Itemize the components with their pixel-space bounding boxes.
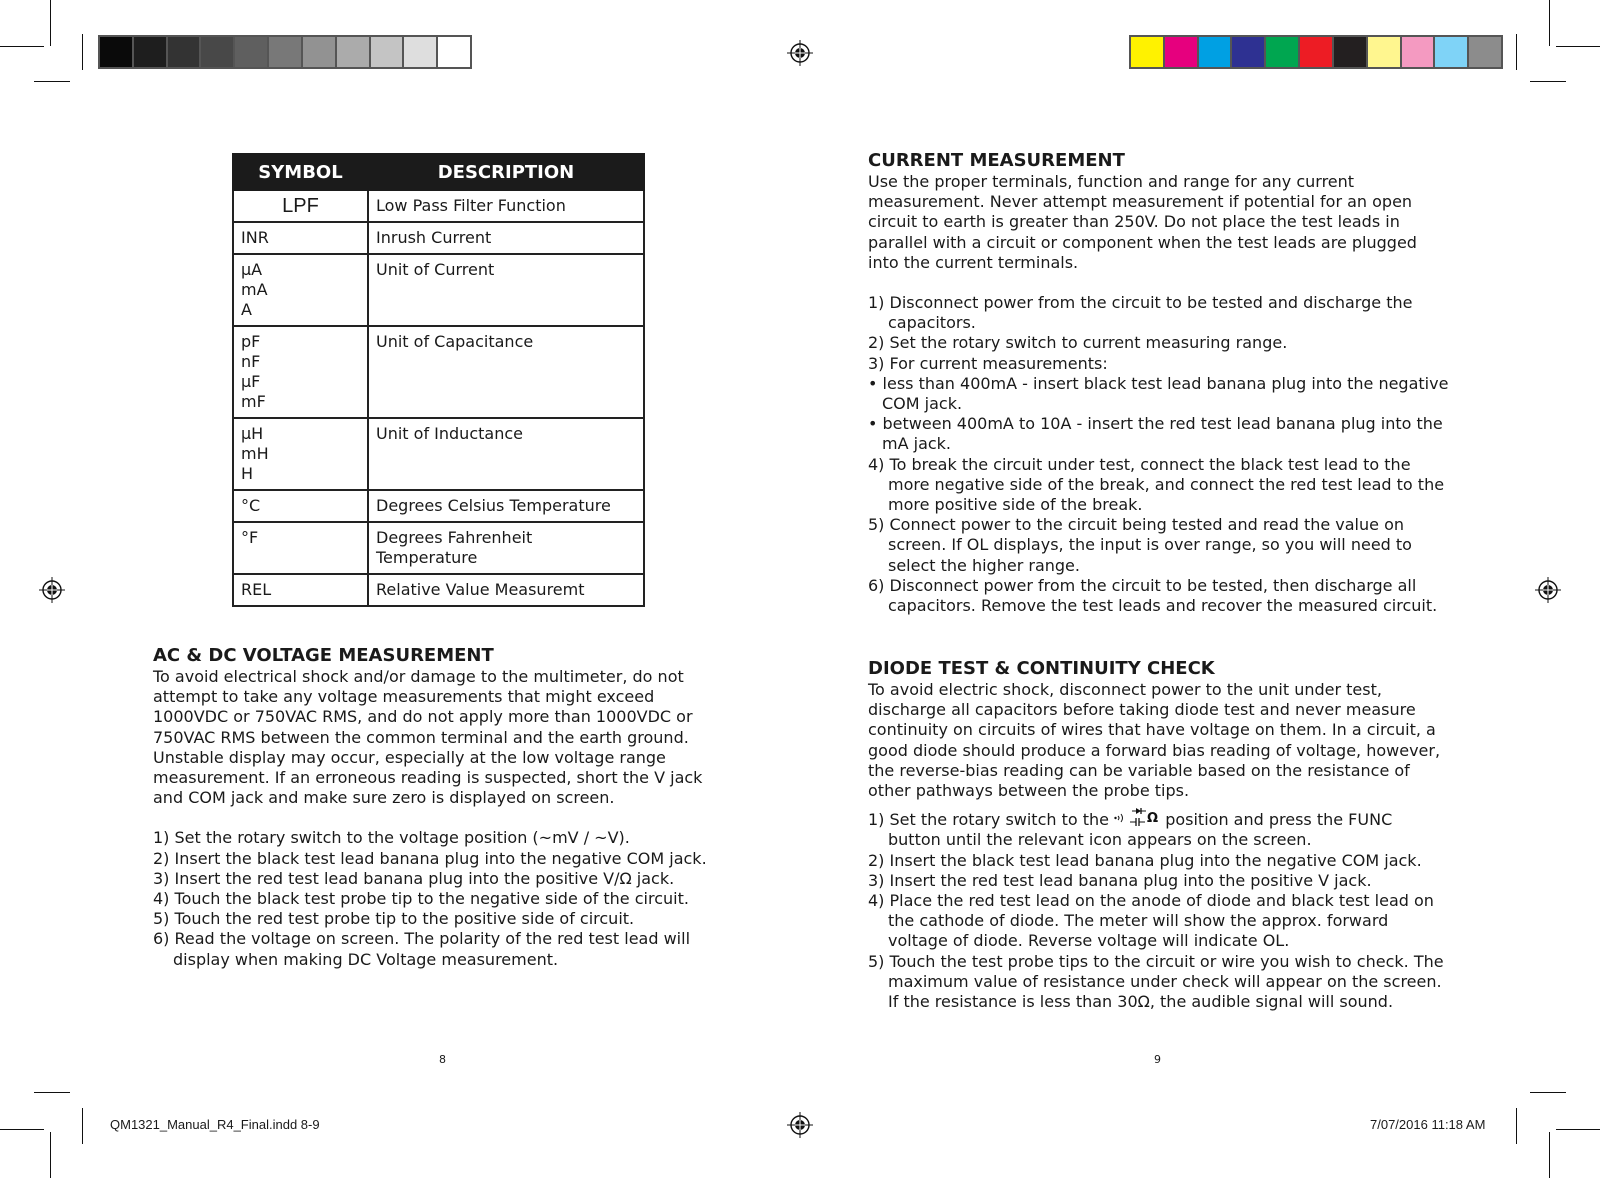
registration-mark-icon — [787, 1112, 813, 1138]
symbol-text: nF — [241, 352, 261, 371]
section-title: AC & DC VOLTAGE MEASUREMENT — [153, 645, 494, 666]
color-swatch — [1131, 37, 1165, 67]
description-cell: Degrees Celsius Temperature — [368, 490, 644, 522]
symbol-cell — [233, 222, 368, 254]
symbol-text: pF — [241, 332, 261, 351]
list-item: • less than 400mA - insert black test lead banana plug into the negative COM jack. — [868, 373, 1449, 414]
table-row — [233, 418, 644, 490]
diode-test-section — [868, 658, 1450, 1012]
color-swatch — [438, 37, 470, 67]
color-swatch — [134, 37, 168, 67]
page-number-left: 8 — [439, 1053, 446, 1066]
symbol-cell — [233, 574, 368, 606]
list-item: 3) Insert the red test lead banana plug into the positive V/Ω jack. — [153, 868, 675, 888]
list-item: 3) For current measurements: — [868, 353, 1108, 373]
section-intro: To avoid electrical shock and/or damage to the multimeter, do not attempt to take any voltage measurements that might exceed 1000VDC or 750VAC RMS, and do not apply more than 1000VDC or 750VAC RMS between the common terminal and the earth ground. Unstable display may occur, especially at the low voltage range measurement. If an erroneous reading is suspected, short the V jack and COM jack and make sure zero is displayed on screen. — [153, 667, 703, 808]
list-item: 4) Touch the black test probe tip to the negative side of the circuit. — [153, 889, 689, 909]
color-swatch — [303, 37, 337, 67]
list-item: 2) Insert the black test lead banana plug into the negative COM jack. — [153, 848, 707, 868]
file-slug: QM1321_Manual_R4_Final.indd 8-9 — [110, 1117, 320, 1132]
table-header-row — [233, 154, 644, 190]
symbol-cell — [233, 190, 368, 222]
table-row — [233, 574, 644, 606]
symbol-text: H — [241, 464, 254, 483]
registration-mark-icon — [1535, 577, 1561, 603]
description-column-header: DESCRIPTION — [368, 154, 644, 190]
list-item: 1) Set the rotary switch to the voltage position (~mV / ~V). — [153, 828, 630, 848]
symbol-table-body — [233, 190, 644, 606]
description-cell: Unit of Current — [368, 254, 644, 326]
symbol-cell — [233, 326, 368, 418]
color-swatch — [269, 37, 303, 67]
color-swatch — [168, 37, 202, 67]
list-item: 6) Read the voltage on screen. The polarity of the red test lead will display when making DC Voltage measurement. — [153, 929, 691, 969]
list-item: 2) Set the rotary switch to current measuring range. — [868, 333, 1288, 353]
symbol-text: mF — [241, 392, 266, 411]
symbol-text: mA — [241, 280, 268, 299]
color-swatch — [100, 37, 134, 67]
symbol-text: μH — [241, 424, 264, 443]
symbol-cell — [233, 522, 368, 574]
symbol-cell — [233, 254, 368, 326]
list-item: 4) Place the red test lead on the anode of diode and black test lead on the cathode of diode. The meter will show the approx. forward voltage of diode. Reverse voltage will indicate OL. — [868, 891, 1434, 951]
ac-dc-voltage-section — [153, 645, 733, 970]
section-title: DIODE TEST & CONTINUITY CHECK — [868, 658, 1215, 679]
list-item: • between 400mA to 10A - insert the red test lead banana plug into the mA jack. — [868, 414, 1443, 454]
table-row — [233, 222, 644, 254]
table-row — [233, 190, 644, 222]
symbol-cell — [233, 418, 368, 490]
description-cell: Degrees Fahrenheit Temperature — [368, 522, 644, 574]
symbol-cell — [233, 490, 368, 522]
description-cell: Low Pass Filter Function — [368, 190, 644, 222]
list-item: 5) Touch the red test probe tip to the positive side of circuit. — [153, 909, 635, 929]
color-swatch — [1469, 37, 1501, 67]
color-swatch — [1165, 37, 1199, 67]
symbol-column-header: SYMBOL — [233, 154, 368, 190]
list-item: 6) Disconnect power from the circuit to be tested, then discharge all capacitors. Remove the test leads and recover the measured circuit. — [868, 575, 1438, 616]
list-item: 2) Insert the black test lead banana plug into the negative COM jack. — [868, 850, 1422, 870]
date-slug: 7/07/2016 11:18 AM — [1370, 1117, 1486, 1132]
symbol-text: μF — [241, 372, 261, 391]
color-swatch — [1368, 37, 1402, 67]
step-text: 1) Set the rotary switch to the — [868, 810, 1110, 830]
step-text: position and press the FUNC button until the relevant icon appears on the screen. — [888, 810, 1393, 850]
list-item: 1) Disconnect power from the circuit to be tested and discharge the capacitors. — [868, 293, 1413, 333]
table-row — [233, 490, 644, 522]
current-measurement-section — [868, 150, 1450, 616]
color-swatch — [1232, 37, 1266, 67]
registration-mark-icon — [39, 577, 65, 603]
list-item: 3) Insert the red test lead banana plug into the positive V jack. — [868, 870, 1372, 890]
diode-continuity-capacitance-ohm-icon — [1114, 807, 1160, 829]
color-swatch — [371, 37, 405, 67]
color-swatch — [1334, 37, 1368, 67]
color-calibration-bar — [1129, 35, 1503, 69]
color-swatch — [404, 37, 438, 67]
svg-text:Ω: Ω — [1147, 811, 1159, 827]
symbol-text: °C — [241, 496, 261, 515]
registration-mark-icon — [787, 40, 813, 66]
color-swatch — [1199, 37, 1233, 67]
color-swatch — [201, 37, 235, 67]
table-row — [233, 254, 644, 326]
description-cell: Unit of Inductance — [368, 418, 644, 490]
description-cell: Unit of Capacitance — [368, 326, 644, 418]
color-swatch — [235, 37, 269, 67]
color-swatch — [337, 37, 371, 67]
symbol-table — [232, 153, 645, 607]
list-item: 5) Connect power to the circuit being tested and read the value on screen. If OL displays, the input is over range, so you will need to select the higher range. — [868, 515, 1412, 575]
page-number-right: 9 — [1154, 1053, 1161, 1066]
symbol-text: INR — [241, 228, 269, 247]
section-intro: To avoid electric shock, disconnect power to the unit under test, discharge all capacitors before taking diode test and never measure continuity on circuits of wires that have voltage on them. In a circuit, a good diode should produce a forward bias reading of voltage, however, the reverse-bias reading can be variable based on the resistance of other pathways between the probe tips. — [868, 680, 1441, 801]
symbol-text: μA — [241, 260, 263, 279]
symbol-text: LPF — [282, 195, 319, 217]
symbol-text: °F — [241, 528, 259, 547]
table-row — [233, 326, 644, 418]
color-swatch — [1266, 37, 1300, 67]
color-swatch — [1300, 37, 1334, 67]
description-cell: Inrush Current — [368, 222, 644, 254]
list-item — [868, 807, 1450, 850]
step-list — [153, 828, 733, 969]
symbol-text: mH — [241, 444, 269, 463]
grayscale-calibration-bar — [98, 35, 472, 69]
symbol-text: A — [241, 300, 252, 319]
section-intro: Use the proper terminals, function and range for any current measurement. Never attempt measurement if potential for an open circuit to earth is greater than 250V. Do not place the test leads in parallel with a circuit or component when the test leads are plugged into the current terminals. — [868, 172, 1417, 272]
list-item: 4) To break the circuit under test, connect the black test lead to the more negative side of the break, and connect the red test lead to the more positive side of the break. — [868, 454, 1445, 515]
description-cell: Relative Value Measuremt — [368, 574, 644, 606]
table-row — [233, 522, 644, 574]
color-swatch — [1435, 37, 1469, 67]
section-title: CURRENT MEASUREMENT — [868, 150, 1125, 171]
symbol-text: REL — [241, 580, 272, 599]
list-item: 5) Touch the test probe tips to the circuit or wire you wish to check. The maximum value of resistance under check will appear on the screen. If the resistance is less than 30Ω, the audible signal will sound. — [868, 951, 1444, 1012]
color-swatch — [1402, 37, 1436, 67]
